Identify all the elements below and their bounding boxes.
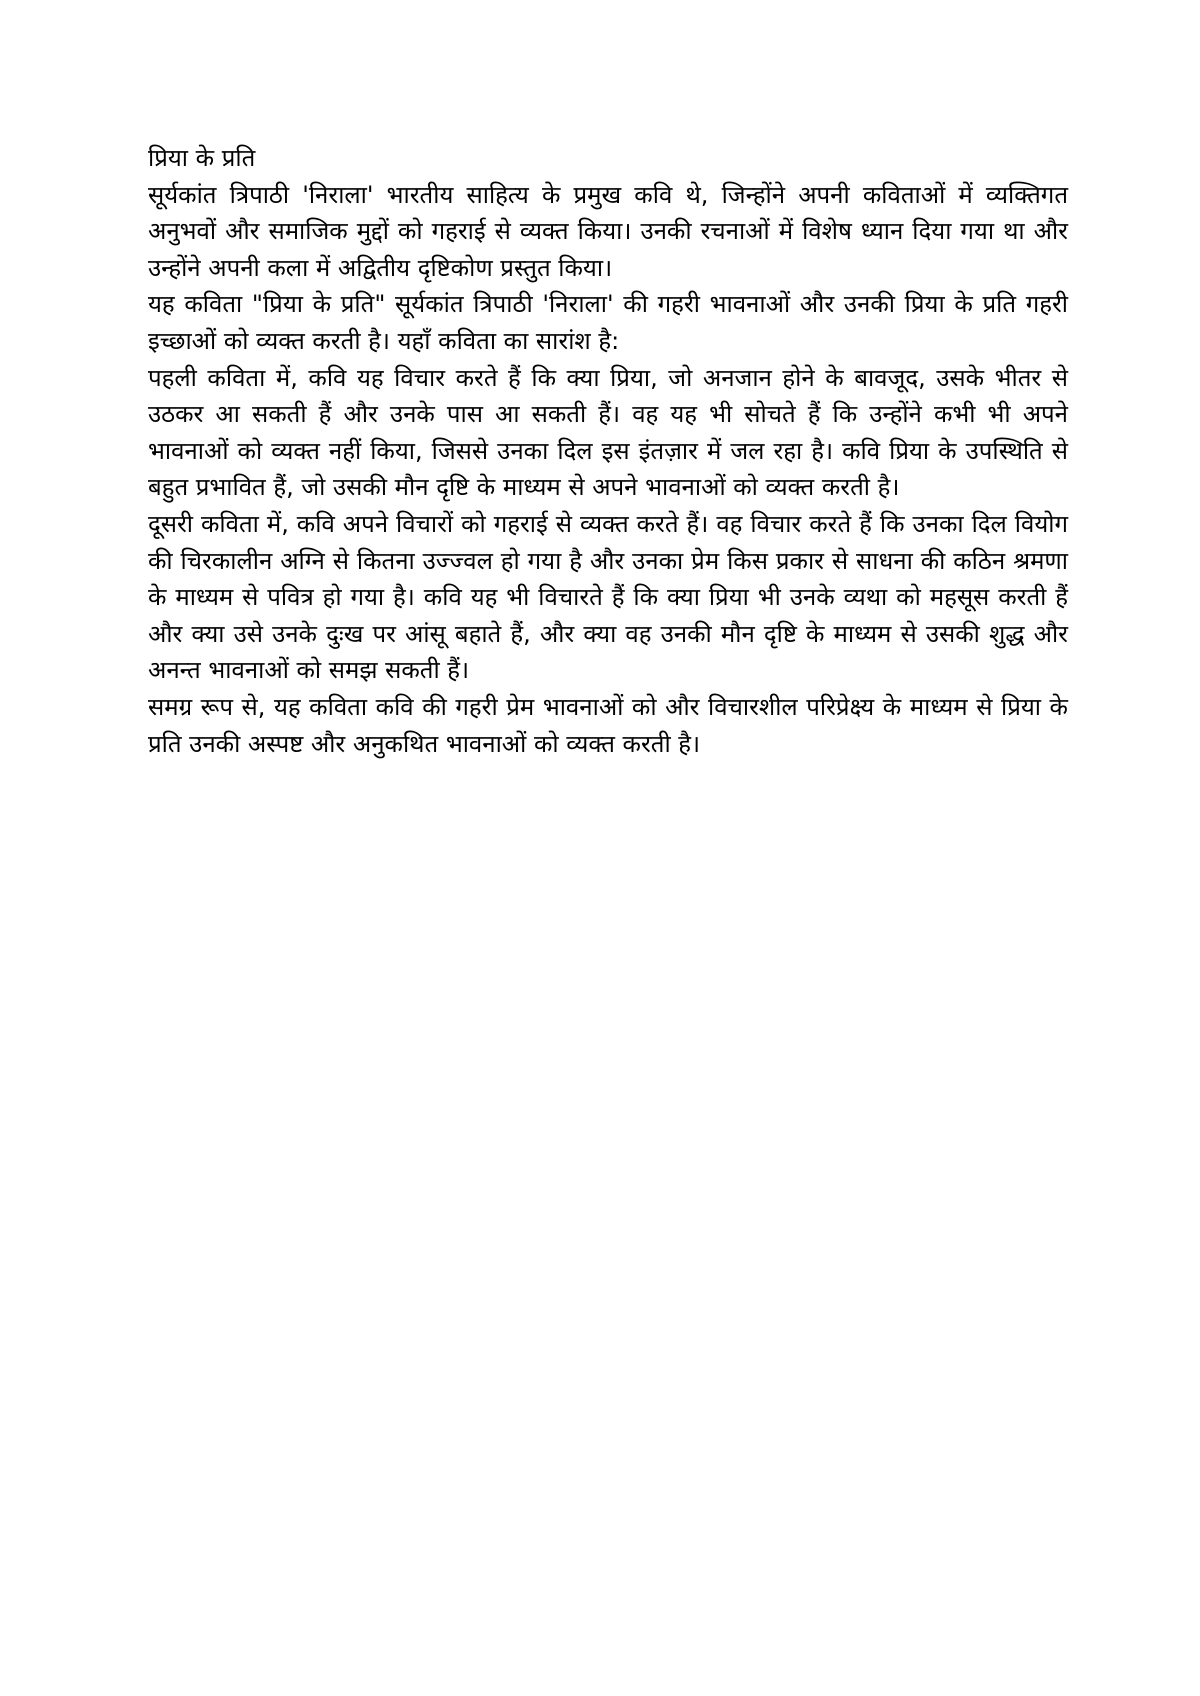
paragraph-conclusion: समग्र रूप से, यह कविता कवि की गहरी प्रेम भावनाओं को और विचारशील परिप्रेक्ष्य के माध्यम से प्रिया के प्रति उनकी अस्पष्ट और अनुकथित भावनाओं को व्यक्त करती है। bbox=[148, 692, 1068, 758]
paragraph-intro: सूर्यकांत त्रिपाठी 'निराला' भारतीय साहित्य के प्रमुख कवि थे, जिन्होंने अपनी कविताओं में व्यक्तिगत अनुभवों और समाजिक मुद्दों को गहराई से व्यक्त किया। उनकी रचनाओं में विशेष ध्यान दिया गया था और उन्होंने अपनी कला में अद्वितीय दृष्टिकोण प्रस्तुत किया। bbox=[148, 180, 1068, 282]
paragraph-summary-heading: यह कविता "प्रिया के प्रति" सूर्यकांत त्रिपाठी 'निराला' की गहरी भावनाओं और उनकी प्रिया के प्रति गहरी इच्छाओं को व्यक्त करती है। यहाँ कविता का सारांश है: bbox=[148, 290, 1068, 355]
document-title: प्रिया के प्रति bbox=[148, 144, 256, 172]
document-page bbox=[148, 140, 1068, 762]
paragraph-second-poem: दूसरी कविता में, कवि अपने विचारों को गहराई से व्यक्त करते हैं। वह विचार करते हैं कि उनका दिल वियोग की चिरकालीन अग्नि से कितना उज्ज्वल हो गया है और उनका प्रेम किस प्रकार से साधना की कठिन श्रमणा के माध्यम से पवित्र हो गया है। कवि यह भी विचारते हैं कि क्या प्रिया भी उनके व्यथा को महसूस करती हैं और क्या उसे उनके दुःख पर आंसू बहाते हैं, और क्या वह उनकी मौन दृष्टि के माध्यम से उसकी शुद्ध और अनन्त भावनाओं को समझ सकती हैं। bbox=[148, 509, 1068, 685]
paragraph-first-poem: पहली कविता में, कवि यह विचार करते हैं कि क्या प्रिया, जो अनजान होने के बावजूद, उसके भीतर से उठकर आ सकती हैं और उनके पास आ सकती हैं। वह यह भी सोचते हैं कि उन्होंने कभी भी अपने भावनाओं को व्यक्त नहीं किया, जिससे उनका दिल इस इंतज़ार में जल रहा है। कवि प्रिया के उपस्थिति से बहुत प्रभावित हैं, जो उसकी मौन दृष्टि के माध्यम से अपने भावनाओं को व्यक्त करती है। bbox=[148, 363, 1068, 502]
